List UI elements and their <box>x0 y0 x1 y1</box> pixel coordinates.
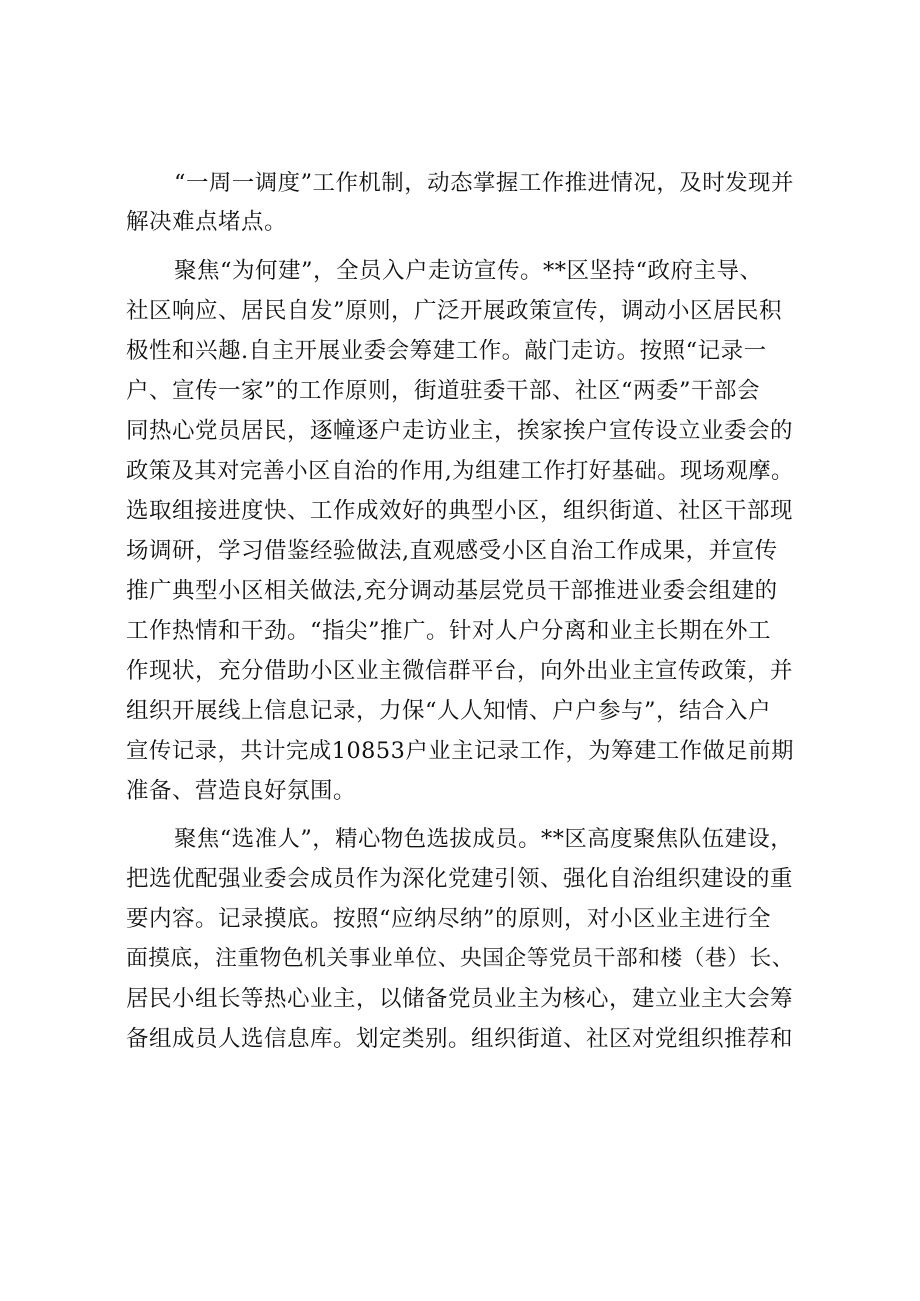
paragraph-3-line-2: 把选优配强业委会成员作为深化党建引领、强化自治组织建设的重 <box>126 866 794 892</box>
paragraph-3-line-4: 面摸底，注重物色机关事业单位、央国企等党员干部和楼（巷）长、 <box>126 946 794 971</box>
paragraph-2-line-12: 组织开展线上信息记录，力保“人人知情、户户参与”，结合入户 <box>126 698 772 724</box>
paragraph-3-line-1: 聚焦“选准人”，精心物色选拔成员。**区高度聚焦队伍建设， <box>174 826 794 852</box>
paragraph-2-line-11: 作现状，充分借助小区业主微信群平台，向外出业主宣传政策，并 <box>126 658 794 684</box>
paragraph-2-line-8: 场调研，学习借鉴经验做法,直观感受小区自治工作成果，并宣传 <box>126 538 778 564</box>
paragraph-2-line-7: 选取组接进度快、工作成效好的典型小区，组织街道、社区干部现 <box>126 498 794 524</box>
paragraph-2-line-9: 推广典型小区相关做法,充分调动基层党员干部推进业委会组建的 <box>126 578 778 604</box>
paragraph-2-line-13: 宣传记录，共计完成10853户业主记录工作，为筹建工作做足前期 <box>126 738 794 764</box>
paragraph-2-line-4: 户、宣传一家”的工作原则，街道驻委干部、社区“两委”干部会 <box>126 378 761 404</box>
paragraph-3-line-6: 备组成员人选信息库。划定类别。组织街道、社区对党组织推荐和 <box>126 1026 794 1052</box>
paragraph-3-line-5: 居民小组长等热心业主，以储备党员业主为核心，建立业主大会筹 <box>126 986 794 1012</box>
paragraph-2-line-3: 极性和兴趣.自主开展业委会筹建工作。敲门走访。按照“记录一 <box>126 338 767 364</box>
paragraph-2-line-5: 同热心党员居民，逐幢逐户走访业主，挨家挨户宣传设立业委会的 <box>126 418 794 444</box>
paragraph-1-line-2: 解决难点堵点。 <box>126 209 288 235</box>
paragraph-2-line-14: 准备、营造良好氛围。 <box>126 778 357 804</box>
paragraph-2-line-6: 政策及其对完善小区自治的作用,为组建工作打好基础。现场观摩。 <box>126 458 794 484</box>
paragraph-3-line-3: 要内容。记录摸底。按照“应纳尽纳”的原则，对小区业主进行全 <box>126 906 772 932</box>
paragraph-2-line-2: 社区响应、居民自发”原则，广泛开展政策宣传，调动小区居民积 <box>126 298 783 324</box>
paragraph-2-line-10: 工作热情和干劲。“指尖”推广。针对人户分离和业主长期在外工 <box>126 618 772 644</box>
paragraph-1-line-1: “一周一调度”工作机制，动态掌握工作推进情况，及时发现并 <box>174 170 794 196</box>
paragraph-2-line-1: 聚焦“为何建”，全员入户走访宣传。**区坚持“政府主导、 <box>174 258 763 284</box>
